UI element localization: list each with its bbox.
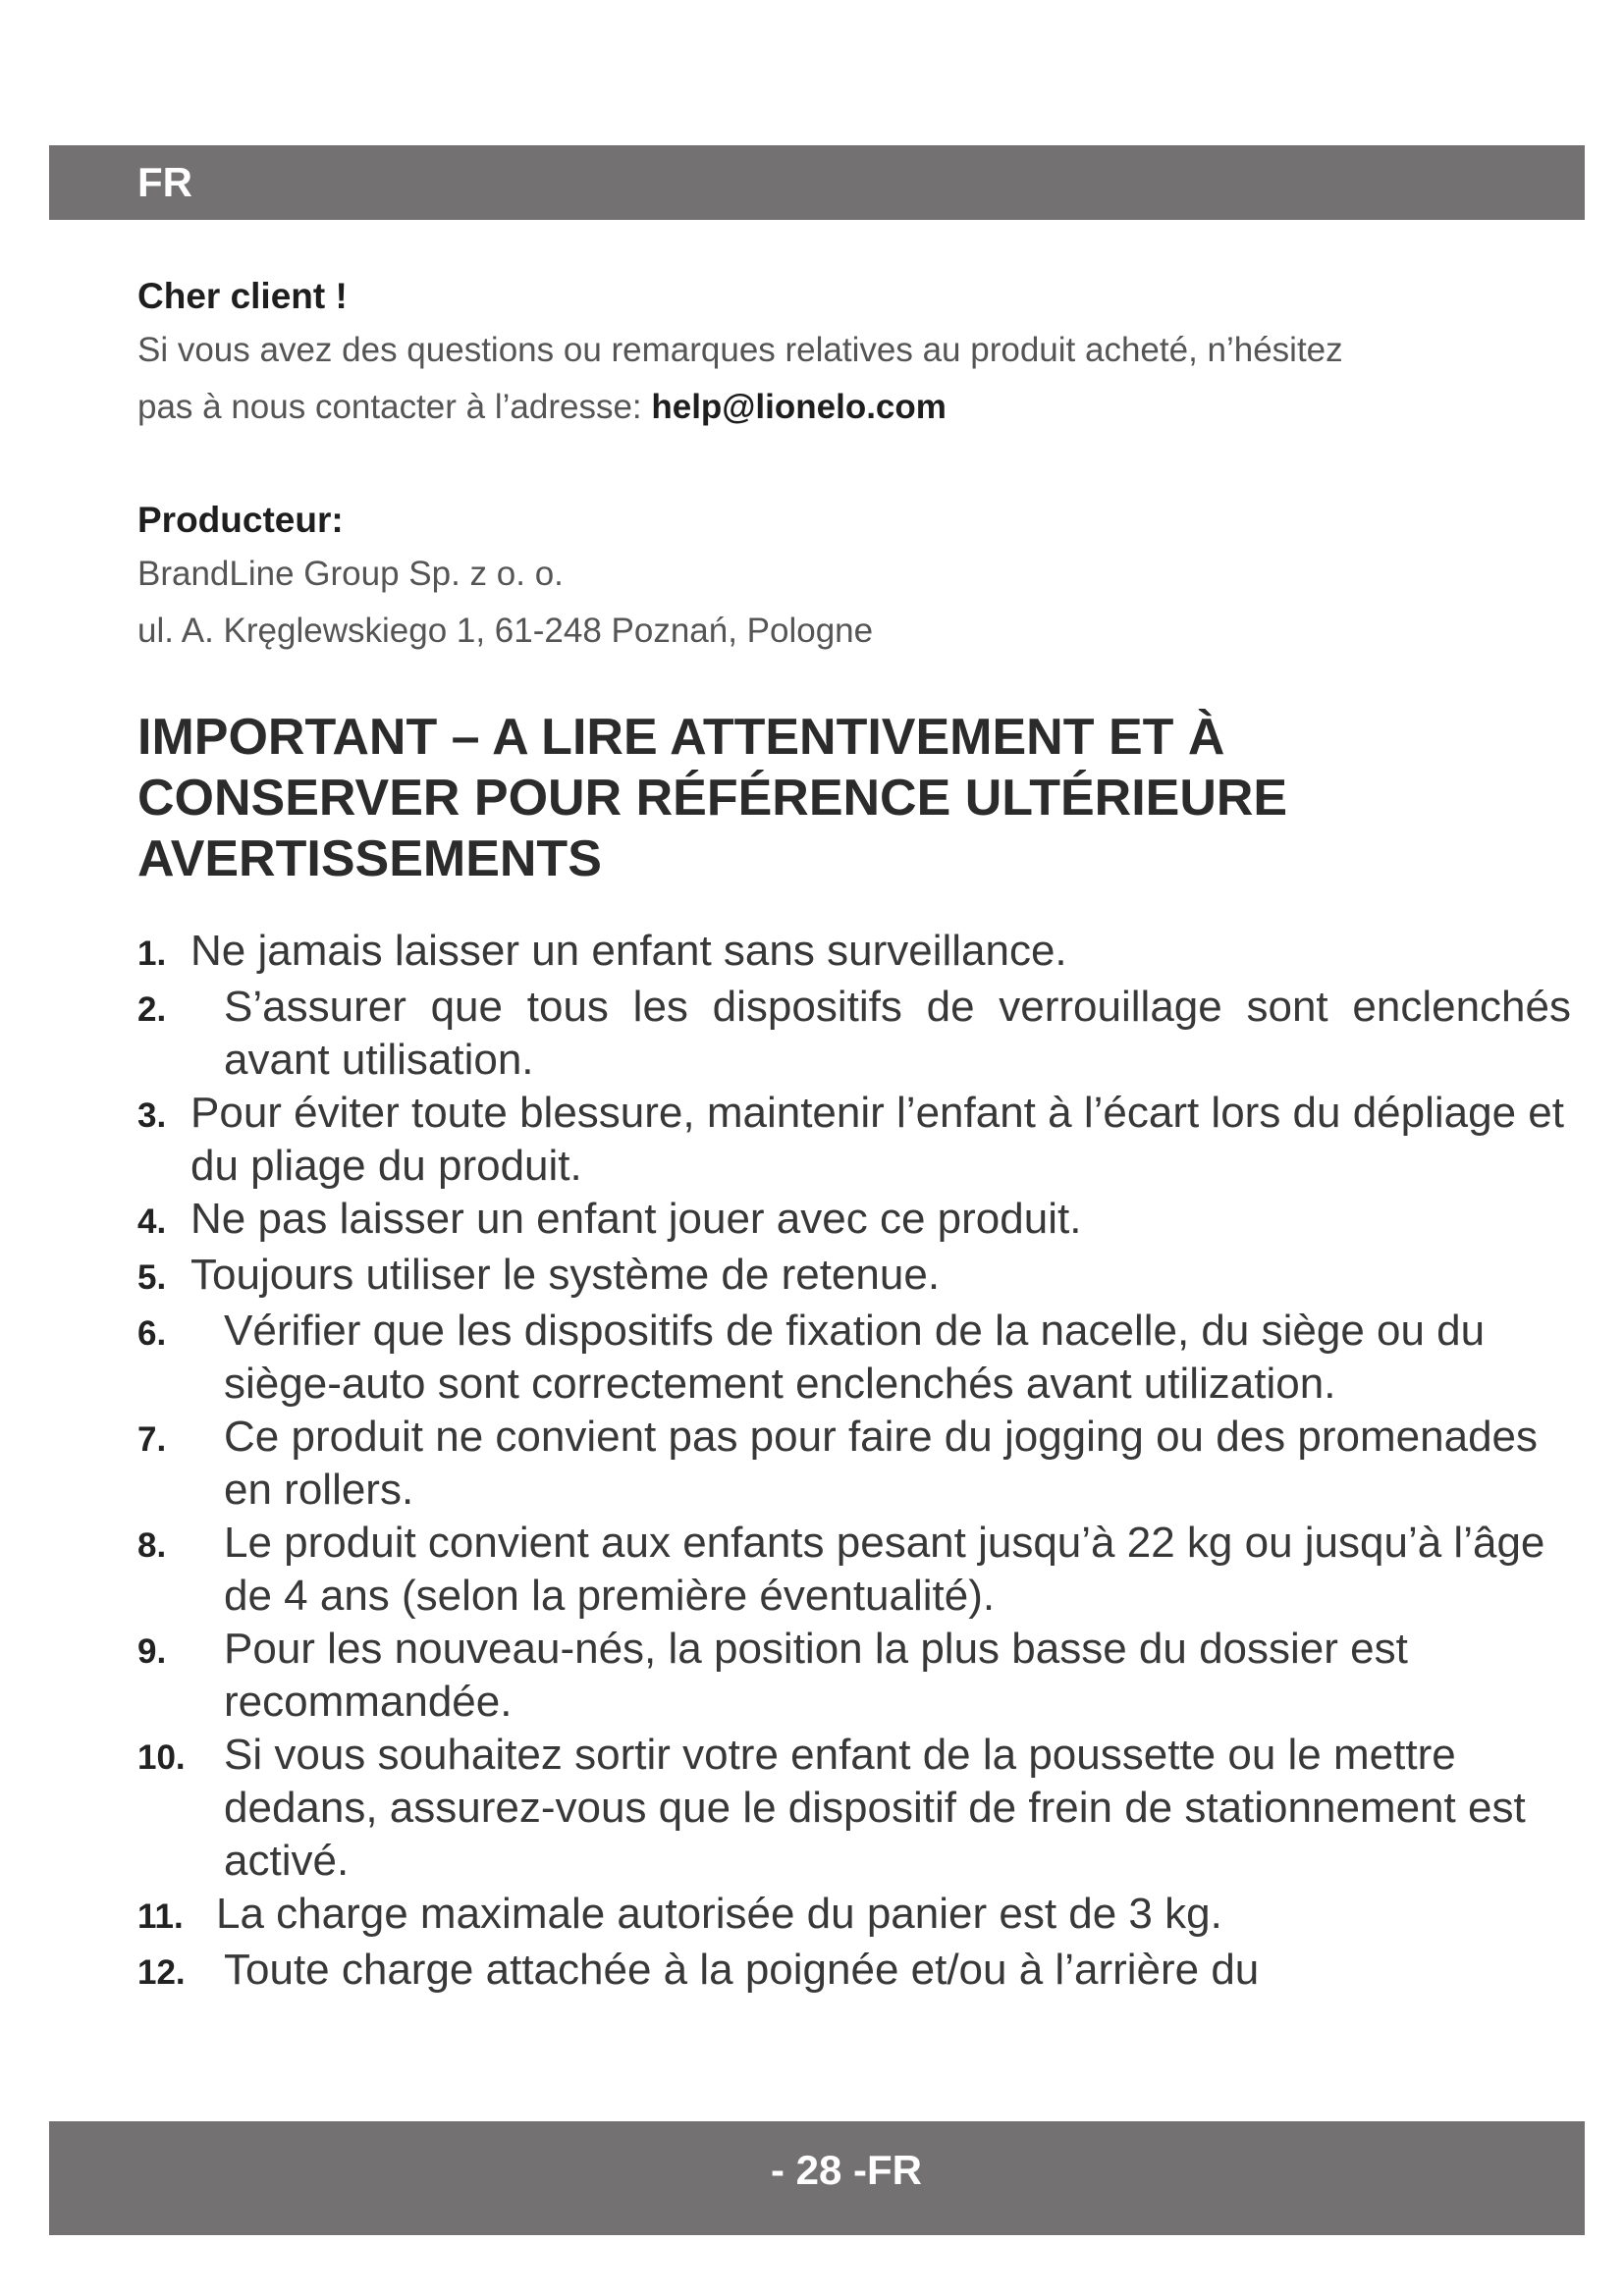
producer-section xyxy=(137,495,1532,660)
warning-text: S’assurer que tous les dispositifs de verrouillage sont enclenchés avant utilisation. xyxy=(224,983,1571,1084)
warning-text: Toujours utiliser le système de retenue. xyxy=(190,1251,941,1299)
warning-number: 4. xyxy=(137,1202,167,1241)
warning-text: Ce produit ne convient pas pour faire du jogging ou des promenades en rollers. xyxy=(224,1413,1539,1514)
language-code: FR xyxy=(137,159,192,205)
warning-item xyxy=(137,1305,1571,1411)
warning-text: La charge maximale autorisée du panier est de 3 kg. xyxy=(216,1890,1222,1938)
customer-text-line2 xyxy=(137,379,1532,436)
warning-item xyxy=(137,925,1571,981)
warning-item xyxy=(137,1193,1571,1249)
contact-email: help@lionelo.com xyxy=(651,388,947,426)
warning-item xyxy=(137,1411,1571,1517)
customer-heading: Cher client ! xyxy=(137,276,348,316)
warning-number: 5. xyxy=(137,1258,167,1297)
warning-text: Si vous souhaitez sortir votre enfant de la poussette ou le mettre dedans, assurez-vous que le dispositif de frein de stationnement est activé. xyxy=(224,1731,1526,1885)
customer-text-prefix: pas à nous contacter à l’adresse: xyxy=(137,388,652,426)
customer-contact-section xyxy=(137,271,1532,436)
producer-company: BrandLine Group Sp. z o. o. xyxy=(137,555,564,593)
warning-text: Pour les nouveau-nés, la position la plus basse du dossier est recommandée. xyxy=(224,1625,1408,1726)
warning-text: Ne pas laisser un enfant jouer avec ce produit. xyxy=(190,1195,1082,1243)
warning-number: 8. xyxy=(137,1526,167,1565)
warnings-list xyxy=(137,925,1571,2000)
customer-text-line1: Si vous avez des questions ou remarques relatives au produit acheté, n’hésitez xyxy=(137,331,1343,369)
warning-number: 3. xyxy=(137,1096,167,1135)
warning-text: Ne jamais laisser un enfant sans surveillance. xyxy=(190,927,1067,975)
warnings-title xyxy=(137,707,1551,889)
warning-number: 11. xyxy=(137,1897,184,1936)
warning-number: 1. xyxy=(137,934,167,973)
producer-address: ul. A. Kręglewskiego 1, 61-248 Poznań, Pologne xyxy=(137,612,874,650)
title-line-2: CONSERVER POUR RÉFÉRENCE ULTÉRIEURE xyxy=(137,770,1288,827)
warning-item xyxy=(137,1729,1571,1888)
warning-number: 9. xyxy=(137,1632,167,1671)
warning-text: Pour éviter toute blessure, maintenir l’enfant à l’écart lors du dépliage et du pliage du produit. xyxy=(190,1089,1564,1190)
page-number: - 28 -FR xyxy=(770,2147,922,2193)
page-footer-bar xyxy=(49,2121,1585,2235)
warning-item xyxy=(137,1888,1571,1944)
warning-number: 12. xyxy=(137,1953,186,1992)
warning-item xyxy=(137,1944,1571,2000)
warning-item xyxy=(137,1517,1571,1623)
warning-number: 7. xyxy=(137,1420,167,1459)
warning-number: 2. xyxy=(137,990,167,1029)
warning-text: Toute charge attachée à la poignée et/ou à l’arrière du xyxy=(224,1946,1260,1994)
warning-item xyxy=(137,1249,1571,1305)
warning-number: 6. xyxy=(137,1314,167,1353)
title-line-1: IMPORTANT – A LIRE ATTENTIVEMENT ET À xyxy=(137,709,1225,766)
warning-item xyxy=(137,1623,1571,1729)
warning-item xyxy=(137,981,1571,1087)
warning-item xyxy=(137,1087,1571,1193)
warning-number: 10. xyxy=(137,1738,186,1777)
warning-text: Vérifier que les dispositifs de fixation de la nacelle, du siège ou du siège-auto sont correctement enclenchés avant utilization. xyxy=(224,1307,1486,1408)
title-line-3: AVERTISSEMENTS xyxy=(137,830,602,887)
producer-heading: Producteur: xyxy=(137,500,344,540)
language-header-bar xyxy=(49,145,1585,220)
warning-text: Le produit convient aux enfants pesant jusqu’à 22 kg ou jusqu’à l’âge de 4 ans (selon la première éventualité). xyxy=(224,1519,1545,1620)
